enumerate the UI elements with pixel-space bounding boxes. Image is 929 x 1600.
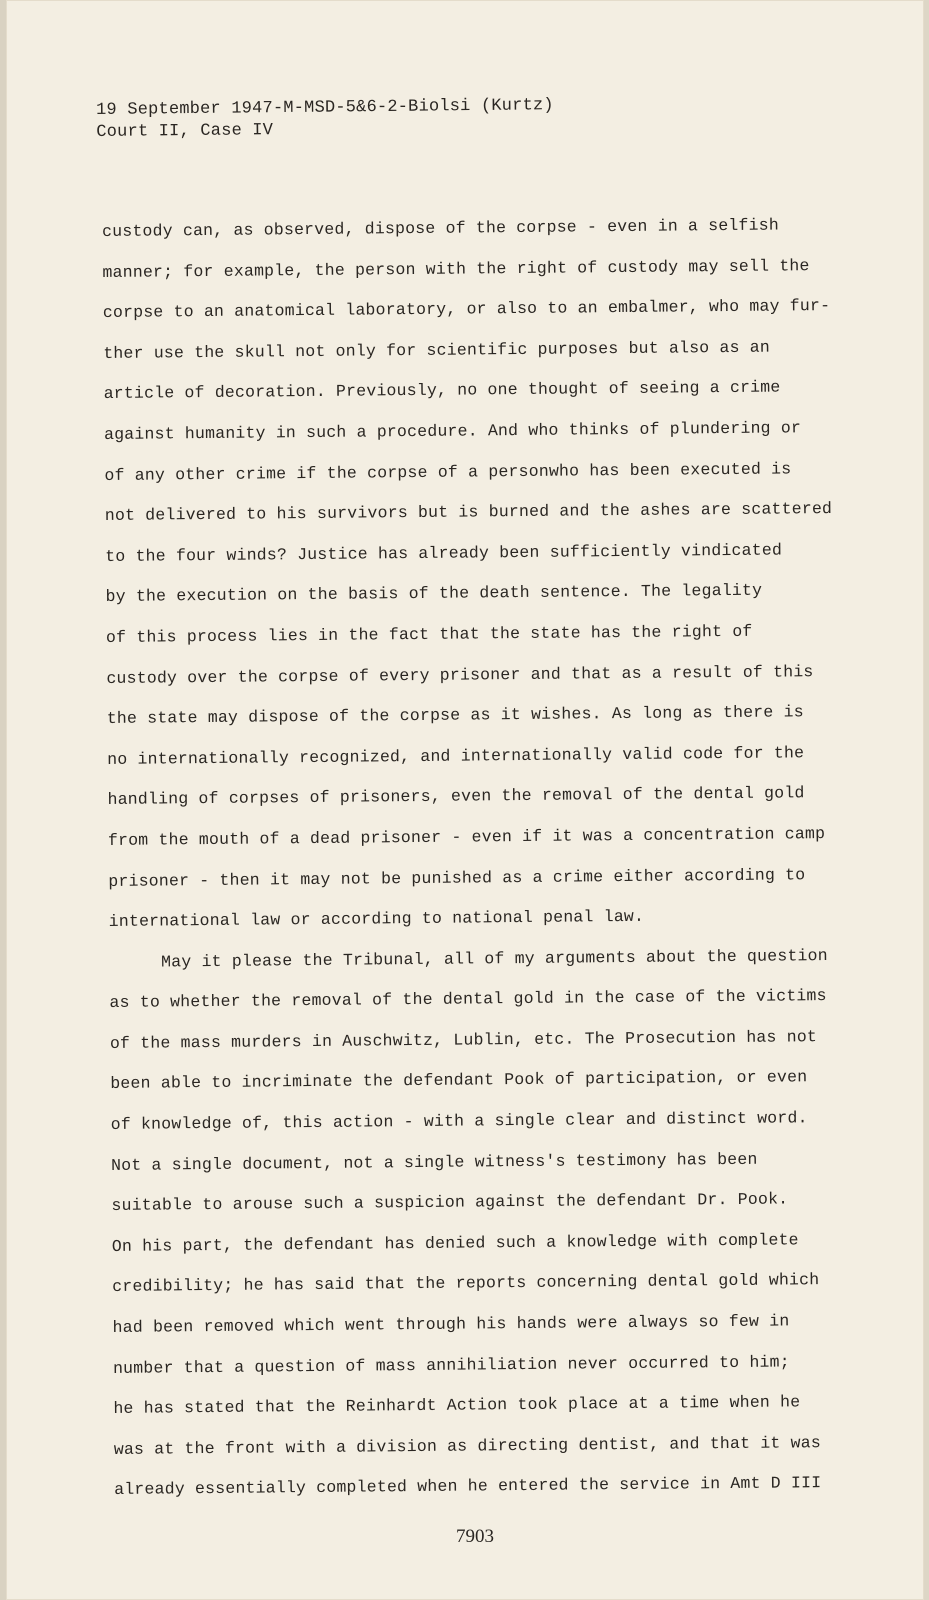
- text-line: of knowledge of, this action - with a single clear and distinct word.: [110, 1108, 808, 1135]
- page-edge-right: [924, 0, 929, 1600]
- text-line: credibility; he has said that the reports concerning dental gold which: [112, 1270, 820, 1297]
- text-line: from the mouth of a dead prisoner - even if it was a concentration camp: [107, 823, 826, 850]
- text-line: Not a single document, not a single witness's testimony has been: [110, 1149, 758, 1175]
- text-line: the state may dispose of the corpse as it wishes. As long as there is: [106, 702, 804, 729]
- document-header: [96, 95, 554, 144]
- text-line: international law or according to national penal law.: [108, 906, 645, 932]
- paragraph-start-line: May it please the Tribunal, all of my arguments about the question: [161, 945, 828, 972]
- text-line: he has stated that the Reinhardt Action took place at a time when he: [113, 1392, 801, 1419]
- text-line: not delivered to his survivors but is burned and the ashes are scattered: [104, 499, 833, 526]
- document-body: [102, 213, 854, 1519]
- text-line: was at the front with a division as directing dentist, and that it was: [113, 1432, 821, 1459]
- text-line: On his part, the defendant has denied such a knowledge with complete: [111, 1230, 799, 1256]
- text-line: already essentially completed when he entered the service in Amt D III: [114, 1473, 822, 1500]
- text-line: of the mass murders in Auschwitz, Lublin, etc. The Prosecution has not: [109, 1027, 818, 1053]
- page-number: 7903: [456, 1526, 494, 1547]
- text-line: against humanity in such a procedure. And who thinks of plundering or: [103, 418, 802, 444]
- text-line: article of decoration. Previously, no one thought of seeing a crime: [103, 377, 781, 404]
- text-line: had been removed which went through his hands were always so few in: [112, 1311, 790, 1337]
- text-line: to the four winds? Justice has already been sufficiently vindicated: [105, 540, 783, 566]
- text-line: as to whether the removal of the dental gold in the case of the victims: [109, 986, 827, 1013]
- text-line: of this process lies in the fact that the state has the right of: [105, 621, 753, 647]
- header-court-case: Court II, Case IV: [96, 121, 274, 142]
- text-line: by the execution on the basis of the death sentence. The legality: [105, 581, 763, 607]
- text-line: number that a question of mass annihiliation never occurred to him;: [112, 1352, 790, 1378]
- text-line: handling of corpses of prisoners, even the removal of the dental gold: [107, 783, 805, 810]
- text-line: custody over the corpse of every prisoner and that as a result of this: [106, 661, 814, 688]
- typed-document-page: [6, 0, 924, 1600]
- text-line: prisoner - then it may not be punished as a crime either according to: [108, 864, 806, 891]
- text-line: suitable to arouse such a suspicion against the defendant Dr. Pook.: [111, 1189, 789, 1216]
- text-line: ther use the skull not only for scientific purposes but also as an: [103, 337, 771, 363]
- text-line: of any other crime if the corpse of a personwho has been executed is: [104, 458, 792, 485]
- text-line: been able to incriminate the defendant Pook of participation, or even: [110, 1067, 808, 1094]
- text-line: corpse to an anatomical laboratory, or also to an embalmer, who may fur-: [102, 296, 831, 323]
- text-line: custody can, as observed, dispose of the corpse - even in a selfish: [102, 215, 779, 241]
- text-line: no internationally recognized, and internationally valid code for the: [107, 743, 805, 769]
- header-date-reference: 19 September 1947-M-MSD-5&6-2-Biolsi (Kurtz): [96, 96, 554, 120]
- text-line: manner; for example, the person with the right of custody may sell the: [102, 255, 810, 282]
